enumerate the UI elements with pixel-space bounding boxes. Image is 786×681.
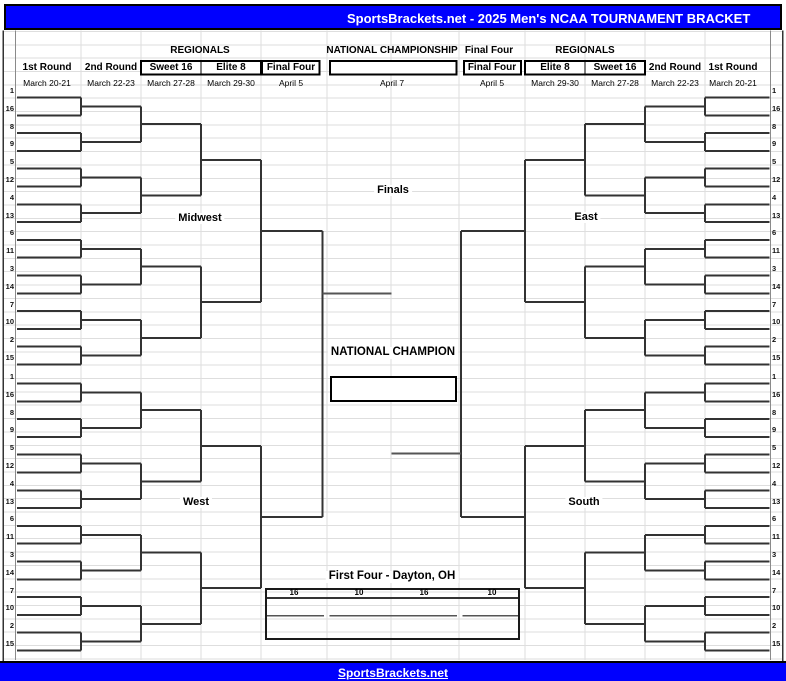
- column-header-left-1: 2nd Round: [84, 61, 138, 73]
- seed-label: 7: [9, 585, 14, 595]
- seed-label: 10: [772, 603, 781, 613]
- seed-label: 12: [772, 175, 781, 184]
- seed-label: 3: [772, 264, 777, 273]
- column-date-right-4: March 20-21: [709, 78, 757, 88]
- seed-label: 4: [9, 192, 14, 202]
- seed-label: 16: [772, 389, 781, 399]
- seed-label: 10: [5, 317, 14, 327]
- seed-label: 16: [772, 103, 781, 113]
- header-box: [330, 61, 457, 75]
- regionals-right-header: REGIONALS: [555, 45, 615, 56]
- seed-label: 8: [9, 407, 14, 417]
- seed-label: 13: [5, 496, 14, 506]
- seed-label: 4: [9, 478, 14, 488]
- column-date-right-1: March 29-30: [531, 78, 579, 88]
- seed-label: 6: [772, 514, 777, 524]
- seed-label: 1: [772, 86, 777, 95]
- first-four-seed-2: 16: [419, 588, 429, 597]
- seed-label: 13: [5, 210, 14, 220]
- seed-label: 6: [9, 514, 14, 524]
- seed-label: 11: [6, 532, 14, 542]
- national-champion-label: NATIONAL CHAMPION: [328, 347, 458, 359]
- first-four-title: First Four - Dayton, OH: [326, 571, 459, 583]
- seed-label: 2: [9, 621, 14, 631]
- seed-label: 12: [5, 175, 14, 184]
- column-date-left-0: March 20-21: [23, 78, 71, 88]
- seed-label: 14: [5, 567, 14, 577]
- seed-label: 14: [772, 567, 781, 577]
- column-date-right-0: April 5: [479, 78, 505, 88]
- seed-label: 3: [9, 550, 14, 559]
- final-four-top-right-header: Final Four: [464, 45, 514, 56]
- seed-label: 6: [9, 228, 14, 238]
- column-date-right-3: March 22-23: [651, 78, 699, 88]
- finals-label: Finals: [374, 185, 412, 196]
- seed-label: 10: [5, 603, 14, 613]
- seed-label: 13: [772, 496, 781, 506]
- bracket-lines: [17, 98, 770, 651]
- first-four-box: [265, 588, 520, 640]
- seed-label: 15: [772, 353, 781, 362]
- column-date-left-4: April 5: [278, 78, 304, 88]
- column-header-right-1: Elite 8: [540, 61, 570, 73]
- seed-label: 8: [9, 121, 14, 131]
- seed-label: 11: [772, 532, 780, 542]
- seed-label: 9: [772, 425, 777, 435]
- column-date-left-2: March 27-28: [147, 78, 195, 88]
- seed-label: 5: [772, 443, 777, 453]
- national-champion-box: [330, 376, 457, 402]
- seed-label: 2: [772, 621, 777, 631]
- first-four-seed-1: 10: [354, 588, 364, 597]
- seed-label: 1: [9, 372, 14, 381]
- seed-label: 7: [772, 585, 777, 595]
- seed-label: 4: [772, 478, 777, 488]
- column-header-left-0: 1st Round: [22, 61, 72, 73]
- column-header-left-4: Final Four: [266, 61, 316, 73]
- column-header-right-2: Sweet 16: [593, 61, 637, 73]
- seed-label: 9: [9, 139, 14, 149]
- footer-link[interactable]: SportsBrackets.net: [337, 666, 449, 680]
- seed-label: 9: [9, 425, 14, 435]
- seed-label: 7: [772, 299, 777, 309]
- seed-label: 15: [5, 353, 14, 362]
- seed-label: 9: [772, 139, 777, 149]
- seed-label: 12: [5, 461, 14, 470]
- seed-label: 15: [772, 639, 781, 648]
- seed-label: 2: [9, 335, 14, 345]
- regionals-left-header: REGIONALS: [170, 45, 230, 56]
- column-date-left-3: March 29-30: [207, 78, 255, 88]
- bottom-banner: [0, 661, 786, 681]
- seed-label: 1: [772, 372, 777, 381]
- seed-label: 2: [772, 335, 777, 345]
- column-date-left-1: March 22-23: [87, 78, 135, 88]
- seed-label: 5: [9, 443, 14, 453]
- region-label-east: East: [571, 212, 600, 223]
- seed-label: 10: [772, 317, 781, 327]
- seed-label: 3: [772, 550, 777, 559]
- seed-label: 11: [6, 246, 14, 256]
- seed-label: 5: [772, 157, 777, 167]
- column-header-left-2: Sweet 16: [149, 61, 193, 73]
- column-header-left-3: Elite 8: [216, 61, 246, 73]
- first-four-seed-3: 10: [487, 588, 497, 597]
- region-label-south: South: [565, 497, 602, 508]
- seed-label: 5: [9, 157, 14, 167]
- region-label-west: West: [180, 497, 212, 508]
- column-date-right-2: March 27-28: [591, 78, 639, 88]
- seed-label: 16: [5, 103, 14, 113]
- top-banner: [4, 4, 782, 30]
- column-header-right-4: 1st Round: [708, 61, 758, 73]
- national-championship-header: NATIONAL CHAMPIONSHIP: [326, 45, 458, 56]
- seed-label: 14: [5, 281, 14, 291]
- seed-label: 3: [9, 264, 14, 273]
- first-four-seed-0: 16: [289, 588, 299, 597]
- seed-label: 15: [5, 639, 14, 648]
- column-header-right-0: Final Four: [467, 61, 517, 73]
- seed-label: 12: [772, 461, 781, 470]
- seed-label: 6: [772, 228, 777, 238]
- seed-label: 8: [772, 407, 777, 417]
- seed-label: 7: [9, 299, 14, 309]
- column-header-right-3: 2nd Round: [648, 61, 702, 73]
- column-date-center: April 7: [379, 78, 405, 88]
- seed-label: 14: [772, 281, 781, 291]
- seed-label: 4: [772, 192, 777, 202]
- seed-label: 13: [772, 210, 781, 220]
- seed-label: 1: [9, 86, 14, 95]
- region-label-midwest: Midwest: [175, 213, 224, 224]
- page-title: SportsBrackets.net - 2025 Men's NCAA TOURNAMENT BRACKET: [347, 11, 751, 26]
- seed-label: 11: [772, 246, 780, 256]
- seed-label: 8: [772, 121, 777, 131]
- seed-label: 16: [5, 389, 14, 399]
